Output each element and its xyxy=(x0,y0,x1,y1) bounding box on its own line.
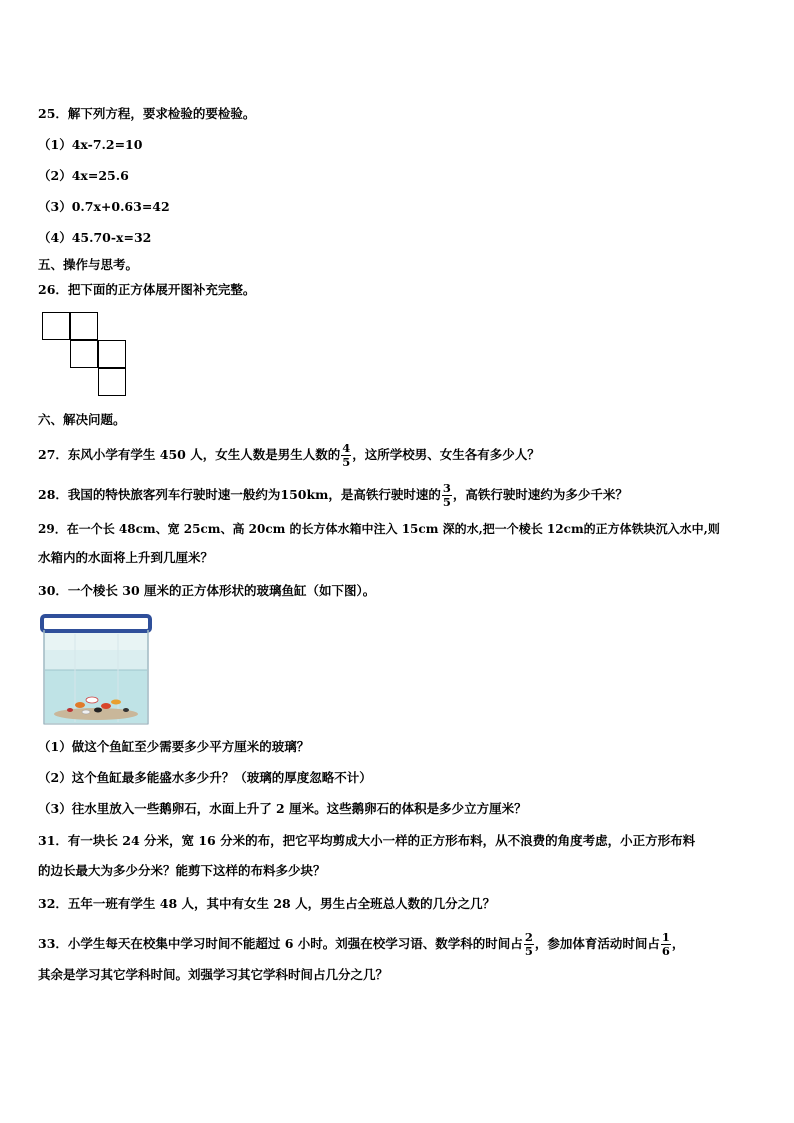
q28-numerator: 3 xyxy=(442,481,451,495)
fish-tank-image xyxy=(40,610,152,726)
q33-numerator-1: 2 xyxy=(524,930,533,944)
net-square xyxy=(70,312,98,340)
q28-post: ，高铁行驶时速约为多少千米？ xyxy=(452,487,628,502)
q30-item-3: （3）往水里放入一些鹅卵石，水面上升了 2 厘米。这些鹅卵石的体积是多少立方厘米？ xyxy=(38,801,527,816)
net-square xyxy=(42,312,70,340)
q26-text: 26．把下面的正方体展开图补充完整。 xyxy=(38,282,256,297)
q33-fraction-2 xyxy=(661,931,671,958)
q25-item-2: （2）4x=25.6 xyxy=(38,168,129,183)
q25-item-1: （1）4x-7.2=10 xyxy=(38,137,143,152)
q28-fraction xyxy=(442,482,452,509)
q33-denominator-1: 5 xyxy=(524,944,533,958)
section-5-heading: 五、操作与思考。 xyxy=(38,257,139,272)
q33-fraction-1 xyxy=(524,931,534,958)
q28-text xyxy=(38,482,628,509)
q33-mid: ，参加体育活动时间占 xyxy=(534,936,660,951)
q27-post: ，这所学校男、女生各有多少人？ xyxy=(352,447,540,462)
q33-numerator-2: 1 xyxy=(661,930,670,944)
cube-net-figure xyxy=(42,312,132,402)
q25-item-4: （4）45.70-x=32 xyxy=(38,230,152,245)
q30-item-2: （2）这个鱼缸最多能盛水多少升？（玻璃的厚度忽略不计） xyxy=(38,770,372,785)
q32-text: 32．五年一班有学生 48 人，其中有女生 28 人，男生占全班总人数的几分之几？ xyxy=(38,896,496,911)
q27-numerator: 4 xyxy=(342,441,351,455)
q27-text xyxy=(38,442,540,469)
q25-item-3: （3）0.7x+0.63=42 xyxy=(38,199,170,214)
q27-pre: 27．东风小学有学生 450 人，女生人数是男生人数的 xyxy=(38,447,341,462)
q33-line-1 xyxy=(38,931,684,958)
net-square xyxy=(98,368,126,396)
q33-post: ， xyxy=(671,936,685,951)
q27-fraction xyxy=(341,442,351,469)
q33-pre: 33．小学生每天在校集中学习时间不能超过 6 小时。刘强在校学习语、数学科的时间占 xyxy=(38,936,523,951)
section-6-heading: 六、解决问题。 xyxy=(38,412,126,427)
q30-item-1: （1）做这个鱼缸至少需要多少平方厘米的玻璃？ xyxy=(38,739,310,754)
net-square xyxy=(98,340,126,368)
q28-pre: 28．我国的特快旅客列车行驶时速一般约为150km，是高铁行驶时速的 xyxy=(38,487,441,502)
q28-denominator: 5 xyxy=(442,495,451,509)
q27-denominator: 5 xyxy=(342,455,351,469)
q29-line-2: 水箱内的水面将上升到几厘米？ xyxy=(38,550,214,565)
q30-title: 30．一个棱长 30 厘米的正方体形状的玻璃鱼缸（如下图）。 xyxy=(38,583,376,598)
net-square xyxy=(70,340,98,368)
q33-denominator-2: 6 xyxy=(661,944,670,958)
q33-line-2: 其余是学习其它学科时间。刘强学习其它学科时间占几分之几？ xyxy=(38,967,389,982)
q31-line-1: 31．有一块长 24 分米，宽 16 分米的布，把它平均剪成大小一样的正方形布料，从不浪费的角度考虑，小正方形布料 xyxy=(38,833,696,848)
q31-line-2: 的边长最大为多少分米？能剪下这样的布料多少块？ xyxy=(38,863,326,878)
q29-line-1: 29．在一个长 48cm、宽 25cm、高 20cm 的长方体水箱中注入 15cm 深的水,把一个棱长 12cm的正方体铁块沉入水中,则 xyxy=(38,522,720,536)
q25-title: 25．解下列方程，要求检验的要检验。 xyxy=(38,106,256,121)
